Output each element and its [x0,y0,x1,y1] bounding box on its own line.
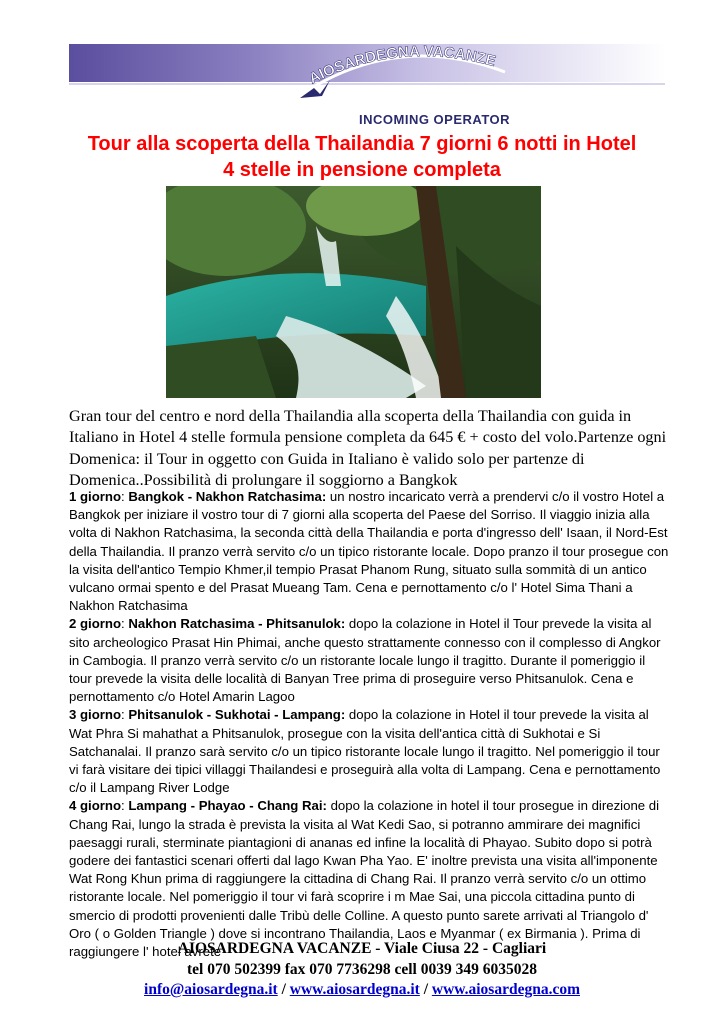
day-description: un nostro incaricato verrà a prendervi c/o il vostro Hotel a Bangkok per iniziare il vostro tour di 7 giorni alla scoperta del Paese del Sorriso. Il viaggio inizia alla volta di Nakhon Ratchasima, la seconda città della Thailandia e porta d'ingresso dell' Isaan, il Nord-Est della Thailandia. Il pranzo verrà servito c/o un tipico ristorante locale. Dopo pranzo il tour prosegue con la visita dell'antico Tempio Khmer,il tempio Prasat Phanom Rung, situato sulla sommità di un antico vulcano ormai spento e del Prasat Mueang Tam. Cena e pernottamento c/o l' Hotel Sima Thani a Nakhon Ratchasima [69,489,669,614]
footer-address: AIOSARDEGNA VACANZE - Viale Ciusa 22 - Cagliari [177,940,547,957]
footer-separator: / [277,981,290,998]
email-link[interactable]: info@aiosardegna.it [144,981,278,998]
intro-paragraph: Gran tour del centro e nord della Thailandia alla scoperta della Thailandia con guida in Italiano in Hotel 4 stelle formula pensione completa da 645 € + costo del volo.Partenze ogni Domenica: il Tour in oggetto con Guida in Italiano è valido solo per partenze di Domenica..Possibilità di prolungare il soggiorno a Bangkok [69,407,667,489]
day-2 [69,615,669,706]
title-line-1: Tour alla scoperta della Thailandia 7 giorni 6 notti in Hotel [87,133,637,155]
footer [40,939,684,1001]
day-label: 3 giorno [69,707,122,723]
day-separator: : [121,798,129,814]
footer-links [40,980,684,1001]
day-description: dopo la colazione in Hotel il tour prevede la visita al Wat Phra Si mahathat a Phitsanulok, prosegue con la visita dell'antica città di Sukhotai e Si Satchanalai. Il pranzo sarà servito c/o un tipico ristorante locale lungo il tragitto. Nel pomeriggio il tour vi farà visitare dei tipici villaggi Thailandesi e proseguirà alla volta di Lampang. Cena e pernottamento c/o il Lampang River Lodge [69,707,661,796]
day-separator: : [121,616,129,632]
day-separator: : [121,489,129,504]
day-4 [69,797,669,961]
website-link-com[interactable]: www.aiosardegna.com [431,981,580,998]
footer-separator: / [419,981,432,998]
footer-phone: tel 070 502399 fax 070 7736298 cell 0039 349 6035028 [186,960,537,978]
day-label: 1 giorno [69,489,122,504]
brand-name: AIOSARDEGNA VACANZE [306,43,498,88]
page-title [40,131,684,183]
day-separator: : [121,707,129,723]
day-route: Phitsanulok - Sukhotai - Lampang: [128,707,346,723]
day-label: 4 giorno [69,798,122,814]
day-1 [69,488,669,615]
day-description: dopo la colazione in Hotel il Tour prevede la visita al sito archeologico Prasat Hin Phimai, anche questo strattamente connesso con il complesso di Angkor in Cambogia. Il pranzo verrà servito c/o un ristorante locale lungo il tragitto. Durante il pomeriggio il tour prevede la visita delle località di Banyan Tree prima di proseguire verso Phitsanulok. Cena e pernottamento c/o Hotel Amarin Lagoo [69,616,661,705]
day-route: Bangkok - Nakhon Ratchasima: [128,489,327,504]
day-label: 2 giorno [69,616,122,632]
day-route: Lampang - Phayao - Chang Rai: [128,798,327,814]
header-subtitle: INCOMING OPERATOR [359,112,511,127]
waterfall-photo [166,186,541,398]
day-route: Nakhon Ratchasima - Phitsanulok: [128,616,346,632]
brand-logo [300,42,510,98]
svg-text:AIOSARDEGNA VACANZE [306,43,497,87]
itinerary [69,488,669,961]
title-line-2: 4 stelle in pensione completa [223,159,501,181]
website-link-it[interactable]: www.aiosardegna.it [289,981,420,998]
day-description: dopo la colazione in hotel il tour prosegue in direzione di Chang Rai, lungo la strada è prevista la visita al Wat Kedi Sao, si potranno ammirare dei magnifici paesaggi rurali, sterminate piantagioni di ananas ed infine la località di Phayao. Subito dopo si potrà godere dei fantastici scenari offerti dal lago Kwan Pha Yao. E' inoltre prevista una visita all'imponente Wat Rong Khun prima di raggiungere la cittadina di Chang Rai. Il pranzo verrà servito c/o un ottimo ristorante locale. Nel pomeriggio il tour vi farà scoprire i m Mae Sai, una piccola cittadina punto di smercio di prodotti provenienti dalle Tribù delle Colline. A questo punto sarete arrivati al Triangolo d' Oro ( o Golden Triangle ) dove si incontrano Thailandia, Laos e Myanmar ( ex Birmania ). Prima di raggiungere l' hotel avrete [69,798,660,960]
day-3 [69,706,669,797]
